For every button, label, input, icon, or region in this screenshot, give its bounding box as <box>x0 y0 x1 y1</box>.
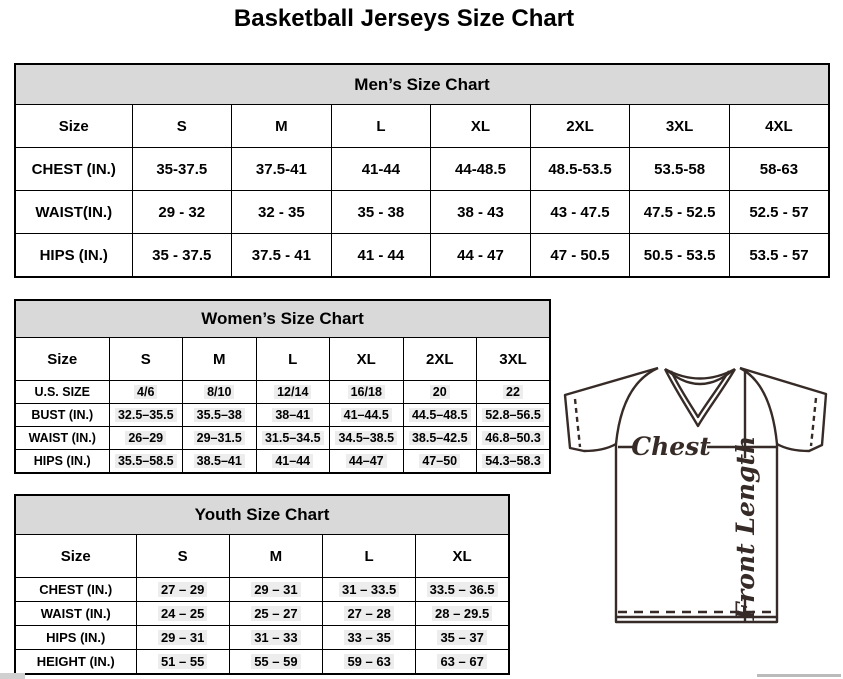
women-value-cell <box>330 404 404 427</box>
youth-table-title: Youth Size Chart <box>15 495 509 535</box>
women-row-label-cell: U.S. SIZE <box>15 381 109 404</box>
mens-size-table <box>14 63 830 278</box>
women-value-text: 41–44.5 <box>341 408 392 422</box>
women-size-header-cell: 3XL <box>477 338 551 381</box>
women-value-text: 34.5–38.5 <box>335 431 397 445</box>
youth-value-cell <box>416 602 509 626</box>
women-value-cell <box>403 404 477 427</box>
youth-value-cell <box>416 650 509 675</box>
men-value-cell: 29 - 32 <box>132 191 232 234</box>
women-value-text: 29–31.5 <box>194 431 245 445</box>
women-value-text: 20 <box>430 385 450 399</box>
men-measure-row <box>15 234 829 278</box>
men-value-cell: 37.5 - 41 <box>232 234 332 278</box>
men-value-cell: 35 - 38 <box>331 191 431 234</box>
men-measure-row <box>15 148 829 191</box>
women-value-cell <box>256 404 330 427</box>
youth-value-cell <box>229 626 322 650</box>
women-value-cell <box>109 381 183 404</box>
men-value-cell: 38 - 43 <box>431 191 531 234</box>
women-value-text: 16/18 <box>348 385 385 399</box>
women-value-cell <box>403 427 477 450</box>
page-title: Basketball Jerseys Size Chart <box>233 5 575 32</box>
women-value-cell <box>477 404 551 427</box>
youth-value-text: 51 – 55 <box>158 654 207 669</box>
cropped-ui-fragment-right <box>757 674 841 677</box>
women-value-cell <box>256 427 330 450</box>
women-value-cell <box>183 381 257 404</box>
women-value-cell <box>183 450 257 474</box>
men-size-header-cell: 3XL <box>630 105 730 148</box>
men-value-cell: 43 - 47.5 <box>530 191 630 234</box>
women-value-cell <box>109 404 183 427</box>
women-value-text: 38.5–41 <box>194 454 245 468</box>
youth-measure-row <box>15 578 509 602</box>
women-value-cell <box>109 450 183 474</box>
women-value-cell <box>330 427 404 450</box>
youth-value-text: 27 – 28 <box>344 606 393 621</box>
women-value-text: 47–50 <box>419 454 460 468</box>
youth-value-text: 31 – 33.5 <box>339 582 399 597</box>
women-size-header-cell: XL <box>330 338 404 381</box>
women-value-text: 12/14 <box>274 385 311 399</box>
youth-value-text: 31 – 33 <box>251 630 300 645</box>
women-value-cell <box>183 404 257 427</box>
youth-size-header-cell: S <box>136 535 229 578</box>
men-value-cell: 32 - 35 <box>232 191 332 234</box>
youth-value-cell <box>416 626 509 650</box>
women-row-label-cell: BUST (IN.) <box>15 404 109 427</box>
women-measure-row <box>15 404 550 427</box>
women-value-cell <box>477 427 551 450</box>
jersey-outline <box>565 368 826 622</box>
youth-value-cell <box>323 578 416 602</box>
chest-label: Chest <box>631 432 711 461</box>
men-size-header-cell: S <box>132 105 232 148</box>
women-value-text: 38–41 <box>272 408 313 422</box>
youth-row-label-cell: WAIST (IN.) <box>15 602 136 626</box>
youth-value-text: 29 – 31 <box>158 630 207 645</box>
women-value-text: 4/6 <box>134 385 157 399</box>
men-size-header-cell: XL <box>431 105 531 148</box>
men-value-cell: 58-63 <box>729 148 829 191</box>
youth-size-header-cell: XL <box>416 535 509 578</box>
men-size-header-cell: M <box>232 105 332 148</box>
men-row-label-cell: HIPS (IN.) <box>15 234 132 278</box>
youth-value-text: 27 – 29 <box>158 582 207 597</box>
men-size-header-cell: 4XL <box>729 105 829 148</box>
youth-value-text: 29 – 31 <box>251 582 300 597</box>
women-value-cell <box>109 427 183 450</box>
youth-value-cell <box>229 578 322 602</box>
youth-value-text: 33 – 35 <box>344 630 393 645</box>
women-value-cell <box>477 381 551 404</box>
men-size-header-cell: L <box>331 105 431 148</box>
women-value-text: 46.8–50.3 <box>482 431 544 445</box>
women-value-cell <box>330 381 404 404</box>
youth-value-cell <box>136 650 229 675</box>
women-value-text: 31.5–34.5 <box>262 431 324 445</box>
youth-value-text: 35 – 37 <box>437 630 486 645</box>
men-value-cell: 37.5-41 <box>232 148 332 191</box>
youth-value-text: 25 – 27 <box>251 606 300 621</box>
youth-value-cell <box>136 578 229 602</box>
men-size-corner-cell: Size <box>15 105 132 148</box>
women-value-cell <box>330 450 404 474</box>
women-measure-row <box>15 427 550 450</box>
women-value-text: 54.3–58.3 <box>482 454 544 468</box>
women-size-header-cell: M <box>183 338 257 381</box>
men-value-cell: 44-48.5 <box>431 148 531 191</box>
women-value-text: 38.5–42.5 <box>409 431 471 445</box>
jersey-measurement-diagram <box>556 360 841 630</box>
men-row-label-cell: WAIST(IN.) <box>15 191 132 234</box>
youth-value-cell <box>229 602 322 626</box>
men-row-label-cell: CHEST (IN.) <box>15 148 132 191</box>
women-measure-row <box>15 381 550 404</box>
youth-value-text: 55 – 59 <box>251 654 300 669</box>
men-measure-row <box>15 191 829 234</box>
men-value-cell: 35-37.5 <box>132 148 232 191</box>
men-value-cell: 47.5 - 52.5 <box>630 191 730 234</box>
women-value-text: 26–29 <box>125 431 166 445</box>
cropped-ui-fragment-left <box>0 673 25 679</box>
men-table-title: Men’s Size Chart <box>15 64 829 105</box>
women-value-text: 35.5–58.5 <box>115 454 177 468</box>
youth-value-cell <box>136 626 229 650</box>
women-value-cell <box>256 381 330 404</box>
youth-size-header-cell: M <box>229 535 322 578</box>
women-value-text: 35.5–38 <box>194 408 245 422</box>
women-value-text: 44–47 <box>346 454 387 468</box>
women-value-text: 8/10 <box>204 385 234 399</box>
women-size-corner-cell: Size <box>15 338 109 381</box>
front-length-label: Front Length <box>731 435 760 621</box>
women-table-title: Women’s Size Chart <box>15 300 550 338</box>
women-value-text: 22 <box>503 385 523 399</box>
women-value-text: 44.5–48.5 <box>409 408 471 422</box>
youth-value-text: 33.5 – 36.5 <box>427 582 498 597</box>
youth-value-text: 63 – 67 <box>437 654 486 669</box>
men-value-cell: 44 - 47 <box>431 234 531 278</box>
men-value-cell: 53.5-58 <box>630 148 730 191</box>
youth-row-label-cell: CHEST (IN.) <box>15 578 136 602</box>
men-value-cell: 41-44 <box>331 148 431 191</box>
youth-row-label-cell: HIPS (IN.) <box>15 626 136 650</box>
women-row-label-cell: WAIST (IN.) <box>15 427 109 450</box>
left-cuff-dashed-line <box>575 399 580 447</box>
men-value-cell: 53.5 - 57 <box>729 234 829 278</box>
women-value-text: 32.5–35.5 <box>115 408 177 422</box>
women-measure-row <box>15 450 550 474</box>
youth-value-cell <box>323 602 416 626</box>
men-value-cell: 52.5 - 57 <box>729 191 829 234</box>
youth-measure-row <box>15 602 509 626</box>
men-value-cell: 41 - 44 <box>331 234 431 278</box>
men-value-cell: 47 - 50.5 <box>530 234 630 278</box>
women-value-cell <box>403 450 477 474</box>
women-size-header-cell: L <box>256 338 330 381</box>
youth-value-cell <box>323 626 416 650</box>
men-value-cell: 48.5-53.5 <box>530 148 630 191</box>
men-size-header-cell: 2XL <box>530 105 630 148</box>
youth-value-cell <box>323 650 416 675</box>
youth-measure-row <box>15 650 509 675</box>
youth-value-cell <box>136 602 229 626</box>
women-size-header-cell: S <box>109 338 183 381</box>
youth-row-label-cell: HEIGHT (IN.) <box>15 650 136 675</box>
right-cuff-dashed-line <box>811 398 816 446</box>
women-value-cell <box>256 450 330 474</box>
women-row-label-cell: HIPS (IN.) <box>15 450 109 474</box>
youth-value-cell <box>229 650 322 675</box>
youth-value-text: 24 – 25 <box>158 606 207 621</box>
youth-value-text: 59 – 63 <box>344 654 393 669</box>
youth-size-corner-cell: Size <box>15 535 136 578</box>
youth-size-table <box>14 494 510 675</box>
youth-measure-row <box>15 626 509 650</box>
women-value-text: 52.8–56.5 <box>482 408 544 422</box>
womens-size-table <box>14 299 551 474</box>
youth-size-header-cell: L <box>323 535 416 578</box>
youth-value-text: 28 – 29.5 <box>432 606 492 621</box>
men-value-cell: 35 - 37.5 <box>132 234 232 278</box>
women-value-cell <box>183 427 257 450</box>
women-size-header-cell: 2XL <box>403 338 477 381</box>
men-value-cell: 50.5 - 53.5 <box>630 234 730 278</box>
women-value-cell <box>477 450 551 474</box>
women-value-cell <box>403 381 477 404</box>
women-value-text: 41–44 <box>272 454 313 468</box>
youth-value-cell <box>416 578 509 602</box>
